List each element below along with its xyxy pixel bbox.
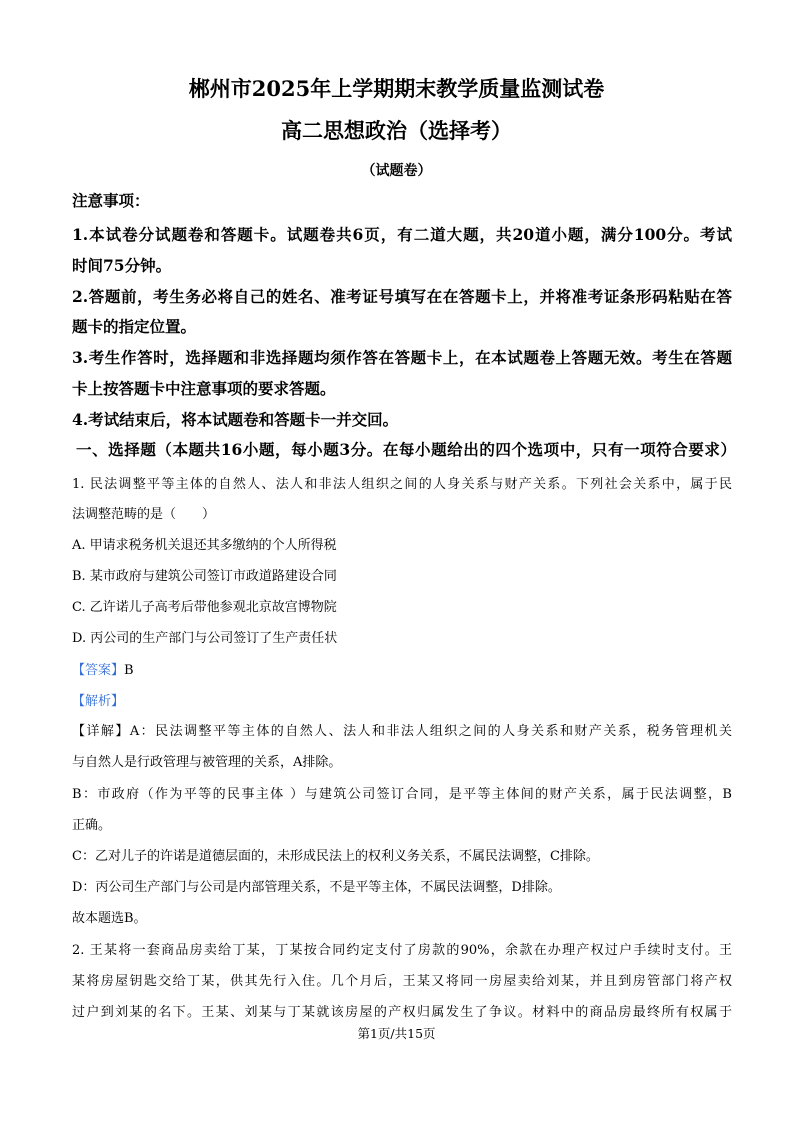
q1-stem-line-2: 法调整范畴的是（ ） bbox=[72, 507, 216, 522]
notice-item-3: 3.考生作答时，选择题和非选择题均须作答在答题卡上，在本试题卷上答题无效。考生在答题 bbox=[72, 348, 732, 367]
notice-item-1-cont: 时间75分钟。 bbox=[72, 256, 172, 275]
q1-answer bbox=[72, 662, 732, 680]
q1-stem-line-1: 1. 民法调整平等主体的自然人、法人和非法人组织之间的人身关系与财产关系。下列社会关系中，属于民 bbox=[72, 477, 732, 492]
exam-title: 郴州市2025年上学期期末教学质量监测试卷 bbox=[188, 76, 605, 101]
q1-option-d: D. 丙公司的生产部门与公司签订了生产责任状 bbox=[72, 631, 338, 646]
section-heading: 一、选择题（本题共16小题，每小题3分。在每小题给出的四个选项中，只有一项符合要求） bbox=[76, 440, 736, 459]
page-footer: 第1页/共15页 bbox=[357, 1026, 436, 1041]
q1-detail-line-5: C：乙对儿子的许诺是道德层面的，未形成民法上的权利义务关系，不属民法调整，C排除。 bbox=[72, 849, 599, 864]
q1-detail-line-4: 正确。 bbox=[72, 818, 112, 833]
q1-detail-line-2: 与自然人是行政管理与被管理的关系，A排除。 bbox=[72, 755, 342, 770]
q1-option-c: C. 乙许诺儿子高考后带他参观北京故宫博物院 bbox=[72, 600, 337, 615]
q1-option-a: A. 甲请求税务机关退还其多缴纳的个人所得税 bbox=[72, 538, 337, 553]
q1-conclusion: 故本题选B。 bbox=[72, 911, 147, 926]
notice-item-3-cont: 卡上按答题卡中注意事项的要求答题。 bbox=[72, 379, 336, 398]
answer-value: B bbox=[124, 663, 134, 678]
q1-detail-line-3: B：市政府（作为平等的民事主体 ）与建筑公司签订合同，是平等主体间的财产关系，属于民法调整，B bbox=[72, 787, 732, 802]
q1-detail-line-1: 【详解】A：民法调整平等主体的自然人、法人和非法人组织之间的人身关系和财产关系，税务管理机关 bbox=[72, 724, 732, 739]
volume-label: （试题卷） bbox=[361, 163, 432, 179]
notice-item-1: 1.本试卷分试题卷和答题卡。试题卷共6页，有二道大题，共20道小题，满分100分。考试 bbox=[72, 225, 732, 244]
exam-subtitle: 高二思想政治（选择考） bbox=[281, 118, 512, 143]
answer-label: 【答案】 bbox=[72, 663, 125, 678]
notice-item-2-cont: 题卡的指定位置。 bbox=[72, 317, 197, 336]
notice-item-2: 2.答题前，考生务必将自己的姓名、准考证号填写在在答题卡上，并将准考证条形码粘贴在答 bbox=[72, 287, 732, 306]
q2-stem-line-1: 2. 王某将一套商品房卖给丁某，丁某按合同约定支付了房款的90%，余款在办理产权过户手续时支付。王 bbox=[72, 943, 732, 958]
notice-item-4: 4.考试结束后，将本试题卷和答题卡一并交回。 bbox=[72, 410, 399, 429]
q2-stem-line-2: 某将房屋钥匙交给丁某，供其先行入住。几个月后，王某又将同一房屋卖给刘某，并且到房管部门将产权 bbox=[72, 974, 732, 989]
q1-detail-line-6: D：丙公司生产部门与公司是内部管理关系，不是平等主体，不属民法调整，D排除。 bbox=[72, 880, 561, 895]
notice-heading: 注意事项： bbox=[72, 191, 150, 210]
q1-option-b: B. 某市政府与建筑公司签订市政道路建设合同 bbox=[72, 569, 337, 584]
analysis-label: 【解析】 bbox=[72, 694, 125, 709]
q2-stem-line-3: 过户到刘某的名下。王某、刘某与丁某就该房屋的产权归属发生了争议。材料中的商品房最终所有权属于 bbox=[72, 1005, 732, 1020]
